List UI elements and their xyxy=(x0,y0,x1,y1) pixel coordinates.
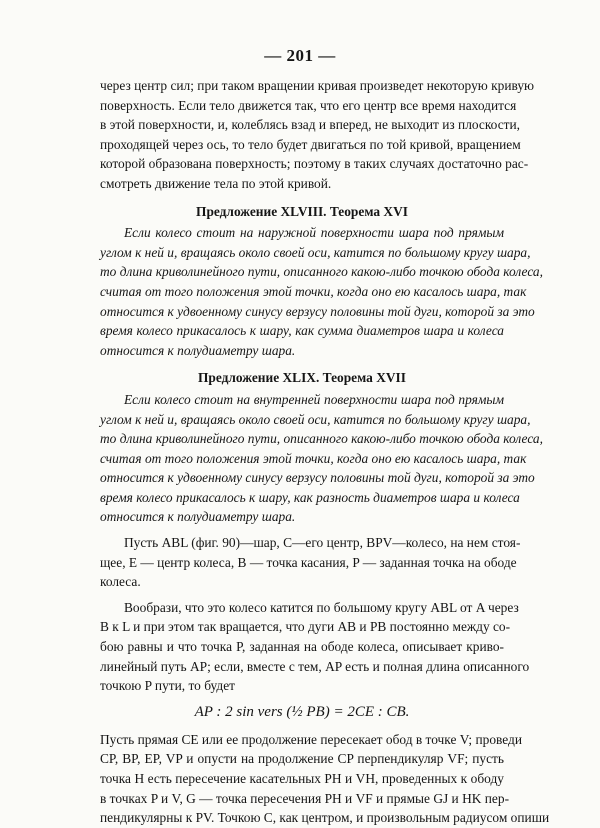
text-line: CP, BP, EP, VP и опусти на продолжение CP перпендикуляр VF; пусть xyxy=(100,751,504,767)
page-number: — 201 — xyxy=(264,46,336,65)
proposition-49-text xyxy=(100,390,543,527)
text-line: щее, E — центр колеса, B — точка касания, P — заданная точка на ободе xyxy=(100,554,517,570)
text-line: то длина криволинейного пути, описанного какою-либо точкою обода колеса, xyxy=(100,431,543,447)
text-line: которой образована поверхность; поэтому в таких случаях достаточно рас- xyxy=(100,156,529,172)
page-body xyxy=(100,76,550,828)
text-line: Вообрази, что это колесо катится по большому кругу ABL от A через xyxy=(124,599,519,615)
text-line: проходящей через ось, то тело будет двигаться по той кривой, вращением xyxy=(100,136,521,152)
paragraph-3 xyxy=(100,730,550,828)
text-line: линейный путь AP; если, вместе с тем, AP есть и полная длина описанного xyxy=(100,658,530,674)
text-line: колеса. xyxy=(100,574,141,590)
text-line: Если колесо стоит на внутренней поверхности шара под прямым xyxy=(124,391,504,407)
heading-proposition-49: Предложение XLIX. Теорема XVII xyxy=(198,370,406,386)
paragraph-1 xyxy=(100,533,521,592)
text-line: пендикулярны к PV. Точкою C, как центром, и произвольным радиусом опиши xyxy=(100,810,550,826)
text-line: в этой поверхности, и, колеблясь взад и вперед, не выходит из плоскости, xyxy=(100,117,521,133)
text-line: Пусть прямая CE или ее продолжение пересекает обод в точке V; проведи xyxy=(100,731,523,747)
text-line: углом к ней и, вращаясь около своей оси, катится по большому кругу шара, xyxy=(100,244,531,260)
formula: AP : 2 sin vers (½ PB) = 2CE : CB. xyxy=(194,703,410,720)
text-line: точкою P пути, то будет xyxy=(100,678,235,694)
text-line: поверхность. Если тело движется так, что его центр все время находится xyxy=(100,97,517,113)
text-line: углом к ней и, вращаясь около своей оси, катится по большому кругу шара, xyxy=(100,411,531,427)
text-line: Если колесо стоит на наружной поверхности шара под прямым xyxy=(124,225,504,241)
proposition-48-text xyxy=(100,223,543,360)
text-line: Пусть ABL (фиг. 90)—шар, C—его центр, BPV—колесо, на нем стоя- xyxy=(124,535,521,551)
text-line: то длина криволинейного пути, описанного какою-либо точкою обода колеса, xyxy=(100,264,543,280)
text-line: смотреть движение тела по этой кривой. xyxy=(100,175,332,191)
text-line: относится к удвоенному синусу верзусу половины той дуги, которой за это xyxy=(100,303,535,319)
text-line: B к L и при этом так вращается, что дуги AB и PB постоянно между со- xyxy=(100,619,511,635)
text-line: через центр сил; при таком вращении кривая произведет некоторую кривую xyxy=(100,78,535,93)
text-line: время колесо прикасалось к шару, как разность диаметров шара и колеса xyxy=(100,489,520,505)
text-line: точка H есть пересечение касательных PH и VH, проведенных к ободу xyxy=(100,771,504,786)
text-line: считая от того положения этой точки, когда оно ею касалось шара, так xyxy=(100,450,527,466)
paragraph-intro xyxy=(100,76,535,194)
text-line: считая от того положения этой точки, когда оно ею касалось шара, так xyxy=(100,283,527,299)
text-line: время колесо прикасалось к шару, как сумма диаметров шара и колеса xyxy=(100,323,504,339)
text-line: бою равны и что точка P, заданная на ободе колеса, описывает криво- xyxy=(100,639,504,655)
heading-proposition-48: Предложение XLVIII. Теорема XVI xyxy=(196,203,408,219)
text-line: относится к удвоенному синусу верзусу половины той дуги, которой за это xyxy=(100,470,535,486)
text-line: в точках P и V, G — точка пересечения PH и VF и прямые GJ и HK пер- xyxy=(100,790,510,806)
paragraph-2 xyxy=(100,598,530,696)
text-line: относится к полудиаметру шара. xyxy=(100,509,296,525)
text-line: относится к полудиаметру шара. xyxy=(100,342,296,358)
